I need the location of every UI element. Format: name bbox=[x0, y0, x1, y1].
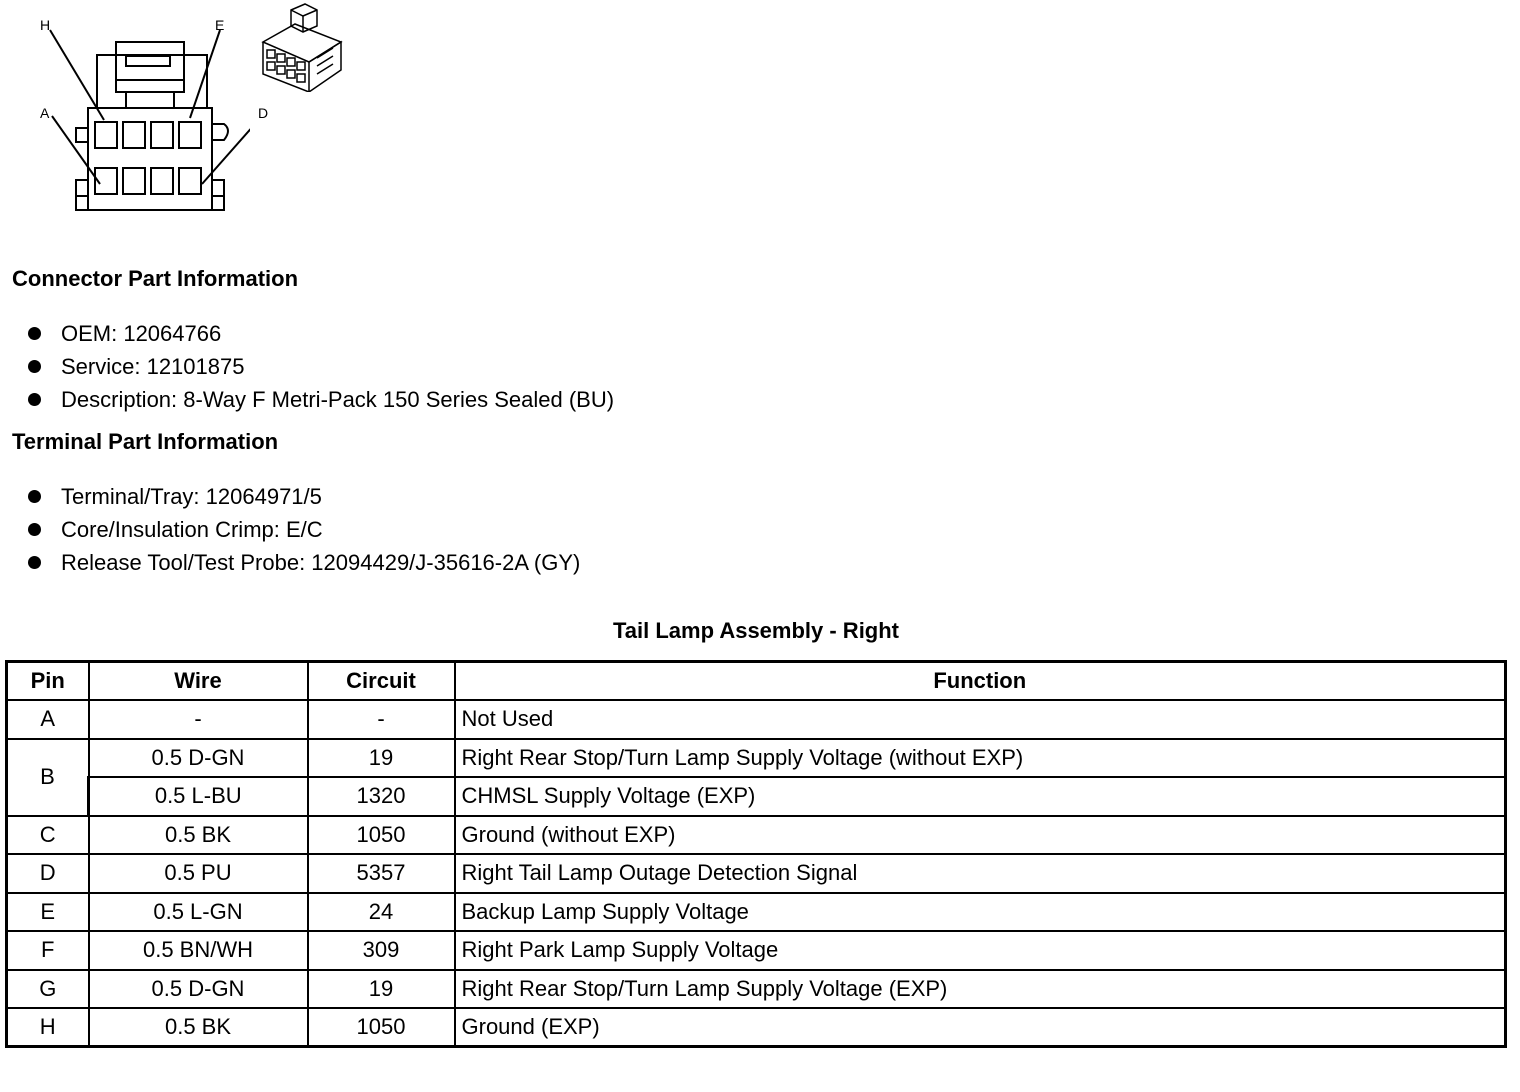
cell-wire: 0.5 L-GN bbox=[89, 893, 308, 932]
connector-face-diagram bbox=[0, 0, 250, 220]
cell-pin: D bbox=[7, 854, 89, 893]
cell-circuit: - bbox=[308, 700, 455, 739]
bullet-icon bbox=[28, 393, 41, 406]
bullet-icon bbox=[28, 327, 41, 340]
cell-circuit: 1320 bbox=[308, 777, 455, 816]
header-circuit: Circuit bbox=[308, 662, 455, 701]
cell-pin: E bbox=[7, 893, 89, 932]
table-header-row bbox=[7, 662, 1506, 701]
cell-wire: 0.5 BK bbox=[89, 816, 308, 855]
cell-wire: 0.5 BN/WH bbox=[89, 931, 308, 970]
cell-wire: 0.5 L-BU bbox=[89, 777, 308, 816]
list-item: OEM: 12064766 bbox=[28, 317, 614, 350]
cell-wire: 0.5 BK bbox=[89, 1008, 308, 1047]
list-item: Release Tool/Test Probe: 12094429/J-35616-2A (GY) bbox=[28, 546, 580, 579]
cell-pin: A bbox=[7, 700, 89, 739]
cell-function: Backup Lamp Supply Voltage bbox=[455, 893, 1506, 932]
cell-wire: 0.5 PU bbox=[89, 854, 308, 893]
cell-pin: B bbox=[7, 739, 89, 816]
pinout-table bbox=[5, 660, 1507, 1048]
bullet-icon bbox=[28, 556, 41, 569]
cell-function: Not Used bbox=[455, 700, 1506, 739]
cell-pin: H bbox=[7, 1008, 89, 1047]
connector-info-list bbox=[28, 317, 614, 416]
cell-circuit: 1050 bbox=[308, 1008, 455, 1047]
cell-pin: F bbox=[7, 931, 89, 970]
connector-isometric-icon bbox=[255, 2, 350, 92]
cell-circuit: 19 bbox=[308, 970, 455, 1009]
cavity-e bbox=[179, 122, 201, 148]
cell-wire: 0.5 D-GN bbox=[89, 739, 308, 778]
cell-function: Right Tail Lamp Outage Detection Signal bbox=[455, 854, 1506, 893]
cell-function: CHMSL Supply Voltage (EXP) bbox=[455, 777, 1506, 816]
cell-pin: C bbox=[7, 816, 89, 855]
cell-circuit: 5357 bbox=[308, 854, 455, 893]
cell-circuit: 309 bbox=[308, 931, 455, 970]
table-row bbox=[7, 777, 1506, 816]
table-title: Tail Lamp Assembly - Right bbox=[612, 618, 900, 643]
pin-label-e: E bbox=[215, 17, 225, 33]
list-item: Service: 12101875 bbox=[28, 350, 614, 383]
cell-circuit: 1050 bbox=[308, 816, 455, 855]
table-row bbox=[7, 931, 1506, 970]
table-row bbox=[7, 739, 1506, 778]
header-function: Function bbox=[455, 662, 1506, 701]
cell-function: Right Rear Stop/Turn Lamp Supply Voltage (without EXP) bbox=[455, 739, 1506, 778]
table-row bbox=[7, 854, 1506, 893]
table-row bbox=[7, 970, 1506, 1009]
cell-pin: G bbox=[7, 970, 89, 1009]
cell-circuit: 24 bbox=[308, 893, 455, 932]
cell-function: Ground (without EXP) bbox=[455, 816, 1506, 855]
header-pin: Pin bbox=[7, 662, 89, 701]
pin-label-a: A bbox=[40, 105, 50, 121]
cell-wire: 0.5 D-GN bbox=[89, 970, 308, 1009]
cell-wire: - bbox=[89, 700, 308, 739]
list-item: Description: 8-Way F Metri-Pack 150 Series Sealed (BU) bbox=[28, 383, 614, 416]
table-row bbox=[7, 816, 1506, 855]
table-row bbox=[7, 700, 1506, 739]
bullet-icon bbox=[28, 360, 41, 373]
list-item: Core/Insulation Crimp: E/C bbox=[28, 513, 580, 546]
bullet-icon bbox=[28, 490, 41, 503]
cell-function: Right Park Lamp Supply Voltage bbox=[455, 931, 1506, 970]
bullet-icon bbox=[28, 523, 41, 536]
cell-function: Right Rear Stop/Turn Lamp Supply Voltage (EXP) bbox=[455, 970, 1506, 1009]
table-row bbox=[7, 1008, 1506, 1047]
header-wire: Wire bbox=[89, 662, 308, 701]
table-row bbox=[7, 893, 1506, 932]
pin-label-h: H bbox=[40, 17, 51, 33]
connector-latch bbox=[97, 55, 207, 108]
cavity-d bbox=[179, 168, 201, 194]
pin-label-d: D bbox=[258, 105, 269, 121]
terminal-info-heading: Terminal Part Information bbox=[12, 429, 279, 454]
cell-circuit: 19 bbox=[308, 739, 455, 778]
cavity-h bbox=[95, 122, 117, 148]
cell-function: Ground (EXP) bbox=[455, 1008, 1506, 1047]
list-item: Terminal/Tray: 12064971/5 bbox=[28, 480, 580, 513]
connector-info-heading: Connector Part Information bbox=[12, 266, 299, 291]
terminal-info-list bbox=[28, 480, 580, 579]
